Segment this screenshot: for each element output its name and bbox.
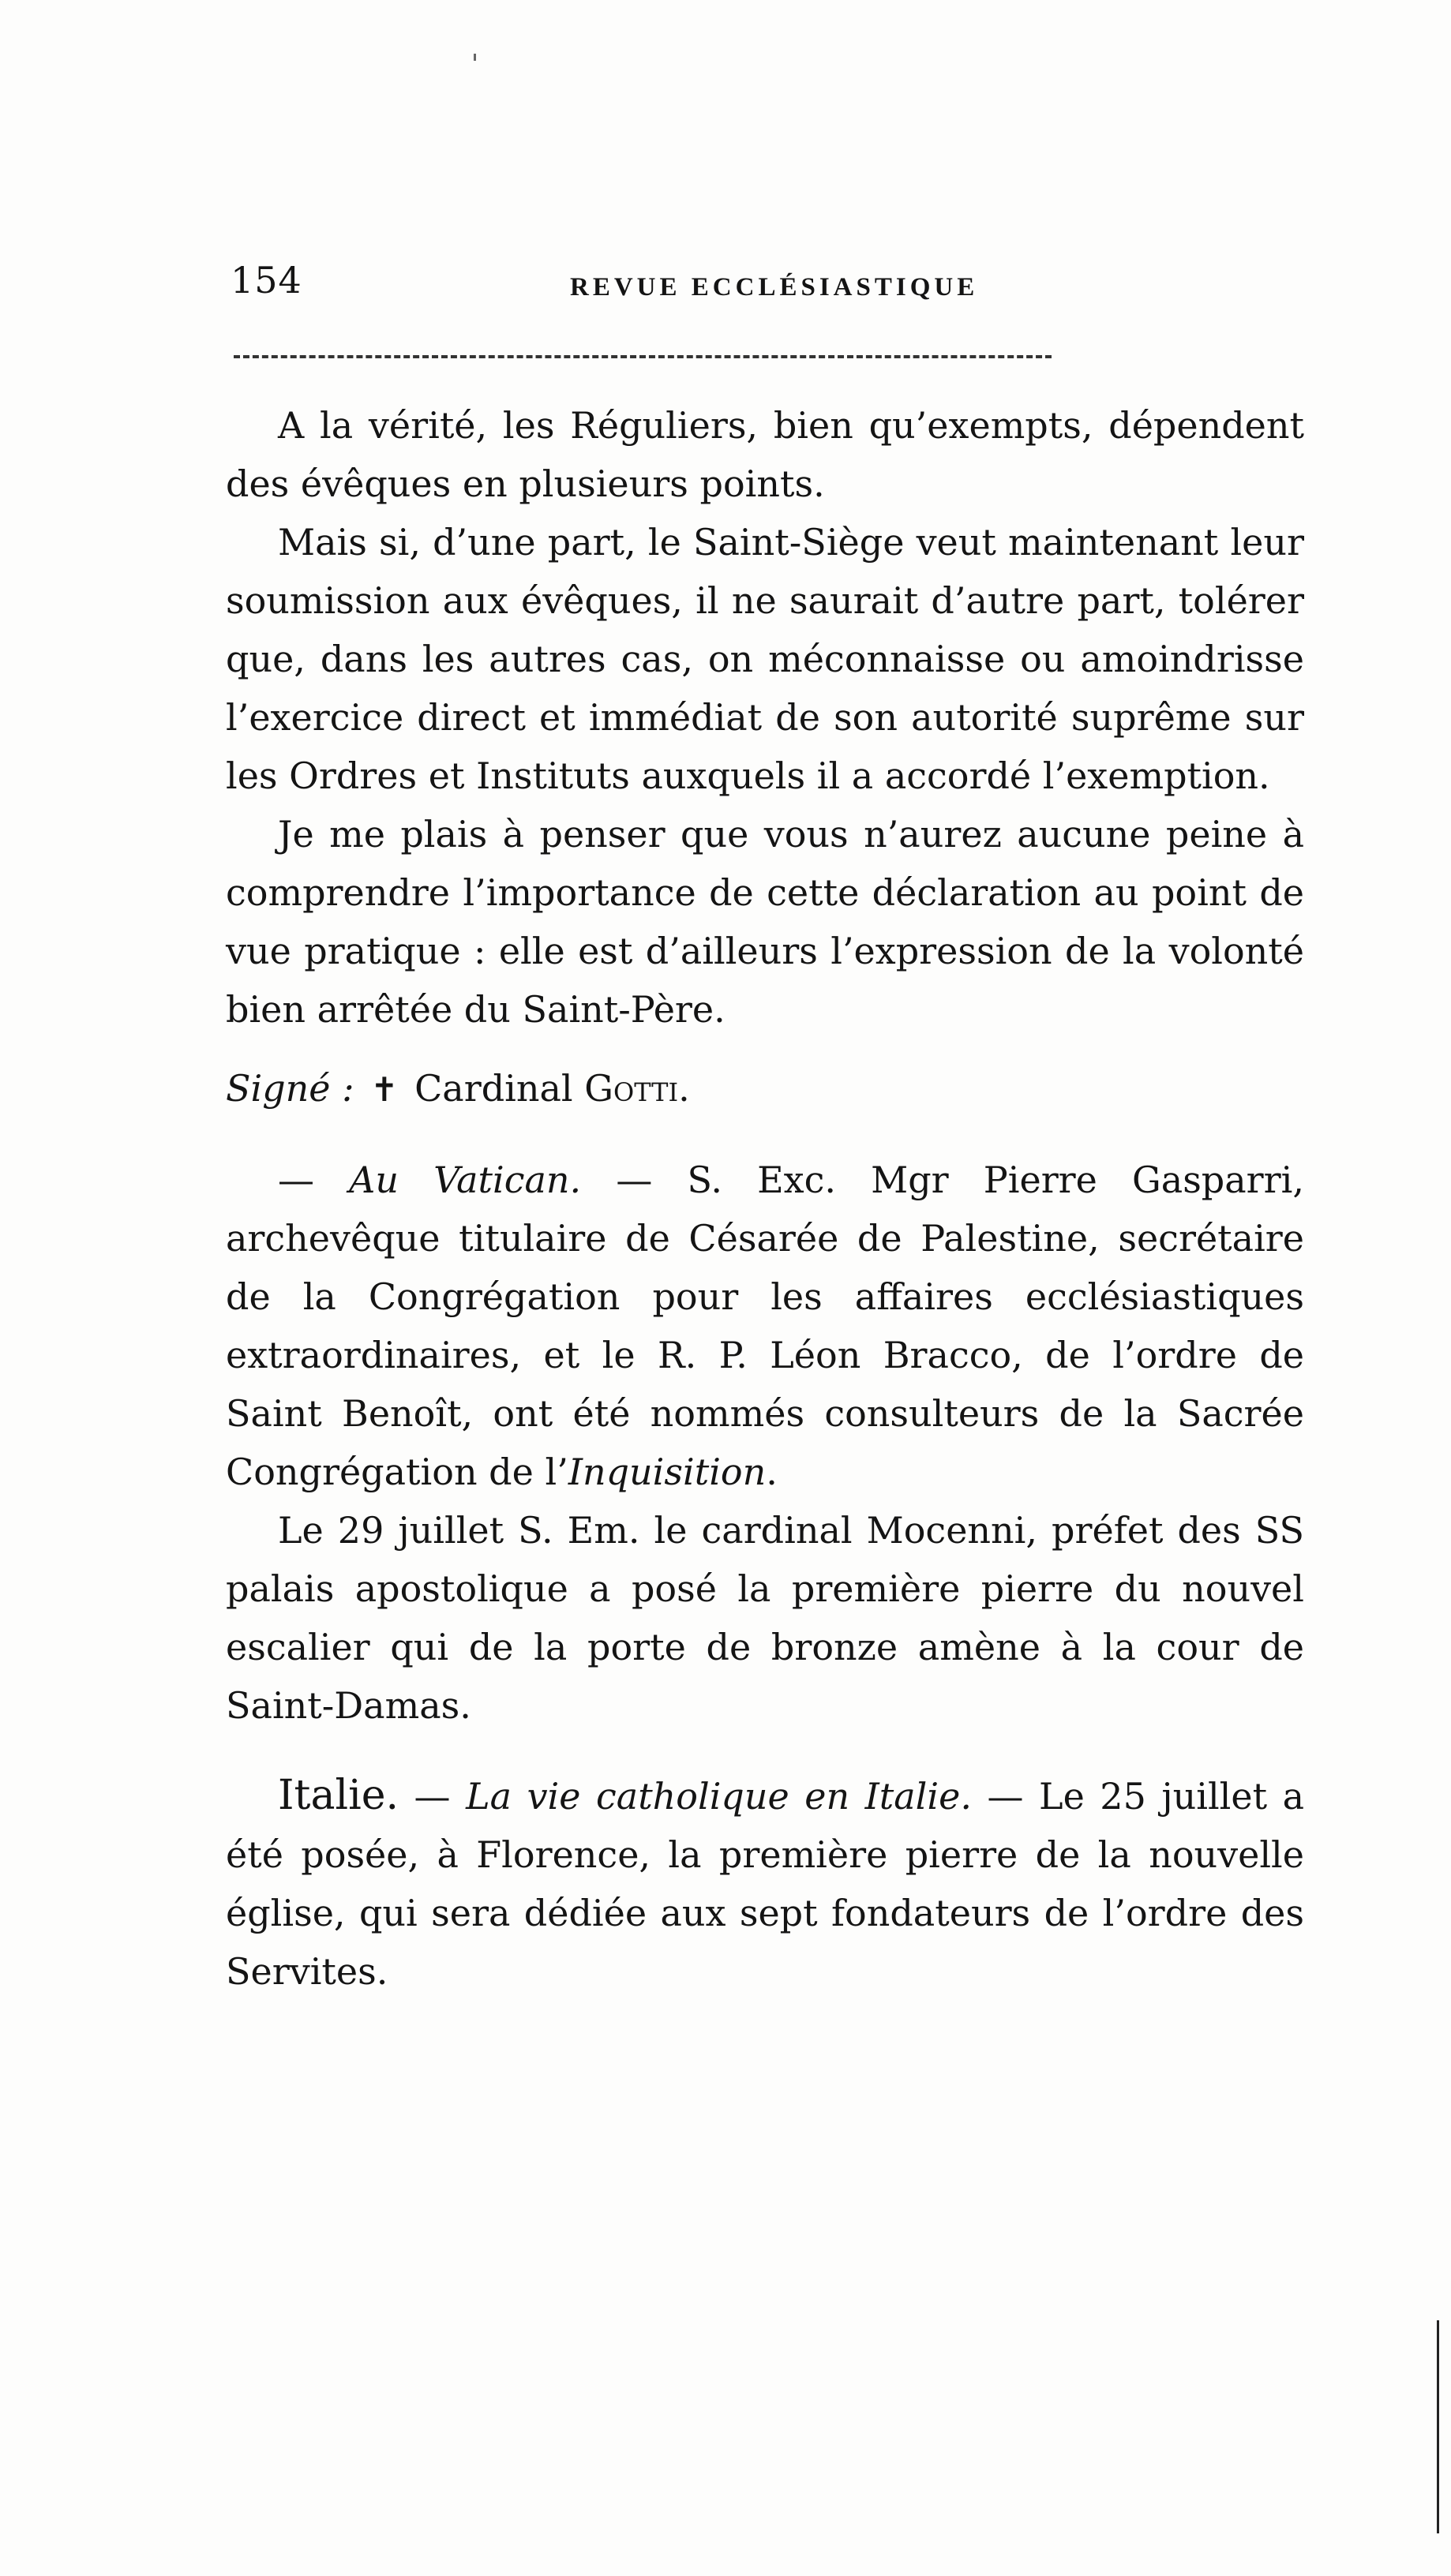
page-number: 154 <box>231 259 302 301</box>
paragraph-2: Mais si, d’une part, le Saint-Siège veut maintenant leur soumission aux évêques, il ne saurait d’autre part, tolérer que, dans les autres cas, on méconnaisse ou amoindrisse l’exercice direct et immédiat de son autorité suprême sur les Ordres et Instituts auxquels il a accordé l’exemption. <box>226 521 1304 797</box>
italie-text: — Le 25 juillet a été posée, à Florence, la première pierre de la nouvelle église, qui sera dédiée aux sept fondateurs de l’ordre des Servites. <box>226 1775 1305 1993</box>
signature-line <box>226 1059 1304 1119</box>
paragraph-3: Je me plais à penser que vous n’aurez aucune peine à comprendre l’importance de cette déclaration au point de vue pratique : elle est d’ailleurs l’expression de la volonté bien arrêtée du Saint-Père. <box>226 813 1304 1031</box>
page-speck-mark <box>474 54 476 61</box>
cross-icon: ✝ <box>370 1070 399 1109</box>
paragraph-1: A la vérité, les Réguliers, bien qu’exempts, dépendent des évêques en plusieurs points. <box>226 404 1304 505</box>
signature-name: Gotti. <box>584 1067 690 1110</box>
vatican-period: . <box>766 1451 778 1493</box>
vatican-heading: Au Vatican. <box>349 1159 582 1201</box>
vatican-text: — S. Exc. Mgr Pierre Gasparri, archevêque titulaire de Césarée de Palestine, secrétaire de la Congrégation pour les affaires ecclésiastiques extraordinaires, et le R. P. Léon Bracco, de l’ordre de Saint Benoît, ont été nommés consulteurs de la Sacrée Congrégation de l’ <box>226 1159 1304 1493</box>
running-header <box>231 259 1326 306</box>
italie-dash: — <box>414 1775 451 1818</box>
signature-label: Signé : <box>226 1067 354 1110</box>
margin-binding-line <box>1437 2320 1439 2533</box>
paragraph-5: Le 29 juillet S. Em. le cardinal Mocenni, préfet des SS palais apostolique a posé la première pierre du nouvel escalier qui de la porte de bronze amène à la cour de Saint-Damas. <box>226 1509 1304 1727</box>
running-title: REVUE ECCLÉSIASTIQUE <box>570 273 979 301</box>
signature-name-prefix: Cardinal <box>414 1067 573 1110</box>
italie-subheading: La vie catholique en Italie. <box>466 1775 972 1818</box>
paragraph-italie <box>226 1766 1304 2001</box>
vatican-inquisition: Inquisition <box>568 1451 767 1493</box>
header-rule <box>234 355 1052 358</box>
body-text <box>226 396 1304 2001</box>
italie-heading: Italie. <box>278 1772 399 1819</box>
paragraph-vatican <box>226 1151 1304 1501</box>
vatican-dash: — <box>278 1159 314 1201</box>
